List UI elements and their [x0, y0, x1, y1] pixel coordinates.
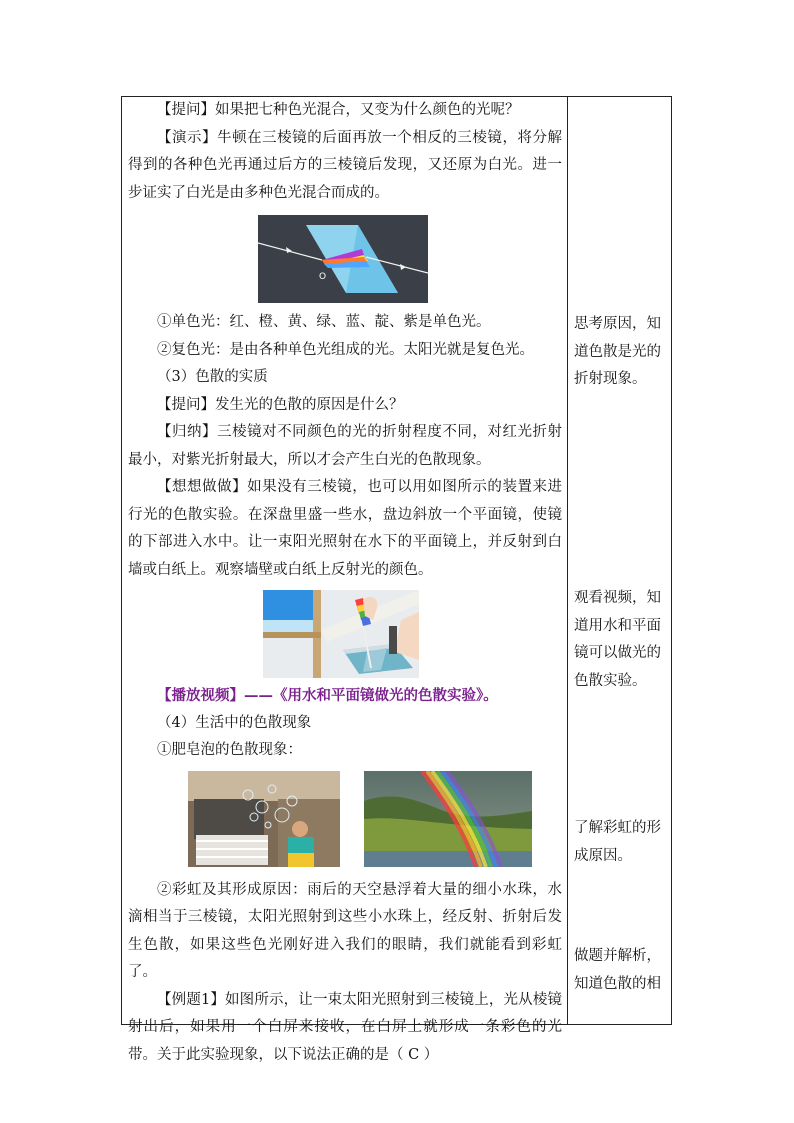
monochromatic-light: ①单色光：红、橙、黄、绿、蓝、靛、紫是单色光。 [157, 314, 491, 330]
side-note-2-line: 色散实验。 [574, 672, 647, 689]
side-note-2-line: 道用水和平面 [574, 617, 661, 634]
try-it-paragraph: 【想想做做】如果没有三棱镜，也可以用如图所示的装置来进行光的色散实验。在深盘里盛一些水，盘边斜放一个平面镜，使镜的下部进入水中。让一束阳光照射在水下的平面镜上，并反射到白墙或白纸上。观察墙壁或白纸上反射光的颜色。 [128, 479, 562, 578]
question-2: 【提问】发生光的色散的原因是什么？ [157, 396, 404, 413]
side-note-4-line: 知道色散的相 [574, 975, 661, 992]
column-divider [567, 97, 568, 1024]
soap-bubble-photo [188, 771, 340, 867]
rainbow-photo [364, 771, 532, 867]
video-line: 【播放视频】——《用水和平面镜做光的色散实验》。 [157, 687, 498, 704]
side-note-2 [574, 585, 666, 695]
mirror-experiment-image [263, 590, 419, 678]
prism-point-label: O [319, 272, 327, 282]
example-1-paragraph: 【例题1】如图所示，让一束太阳光照射到三棱镜上，光从棱镜射出后，如果用一个白屏来接收，在白屏上就形成一条彩色的光带。关于此实验现象，以下说法正确的是（ C ） [128, 991, 562, 1063]
bubble-heading: ①肥皂泡的色散现象： [157, 742, 302, 758]
side-note-1-line: 道色散是光的 [574, 343, 661, 360]
side-note-4 [574, 943, 666, 998]
rainbow-paragraph: ②彩虹及其形成原因：雨后的天空悬浮着大量的细小水珠，水滴相当于三棱镜，太阳光照射到这些小水珠上，经反射、折射后发生色散，如果这些色光刚好进入我们的眼睛，我们就能看到彩虹了。 [128, 881, 562, 980]
double-prism-figure [258, 215, 428, 303]
summary-paragraph: 【归纳】三棱镜对不同颜色的光的折射程度不同，对红光折射最小，对紫光折射最大，所以才会产生白光的色散现象。 [128, 424, 562, 468]
demo-paragraph: 【演示】牛顿在三棱镜的后面再放一个相反的三棱镜，将分解得到的各种色光再通过后方的三棱镜后发现，又还原为白光。进一步证实了白光是由多种色光混合而成的。 [128, 129, 562, 201]
main-column [128, 97, 562, 1069]
complex-light: ②复色光：是由各种单色光组成的光。太阳光就是复色光。 [157, 341, 534, 358]
side-note-3 [574, 815, 666, 870]
mirror-experiment-figure [263, 590, 419, 678]
side-note-1-line: 思考原因，知 [574, 316, 661, 332]
side-note-1 [574, 311, 666, 394]
section-4-heading: （4）生活中的色散现象 [157, 714, 312, 731]
question-1: 【提问】如果把七种色光混合，又变为什么颜色的光呢？ [157, 102, 520, 118]
side-note-2-line: 镜可以做光的 [574, 645, 661, 661]
side-note-3-line: 了解彩虹的形 [574, 820, 661, 836]
side-note-2-line: 观看视频，知 [574, 590, 661, 606]
side-note-4-line: 做题并解析， [574, 948, 661, 964]
double-prism-image [258, 215, 428, 303]
lesson-table [121, 96, 672, 1063]
section-3-heading: （3）色散的实质 [157, 369, 268, 385]
photo-row [128, 771, 562, 873]
side-note-1-line: 折射现象。 [574, 371, 647, 387]
side-note-3-line: 成原因。 [574, 847, 632, 864]
